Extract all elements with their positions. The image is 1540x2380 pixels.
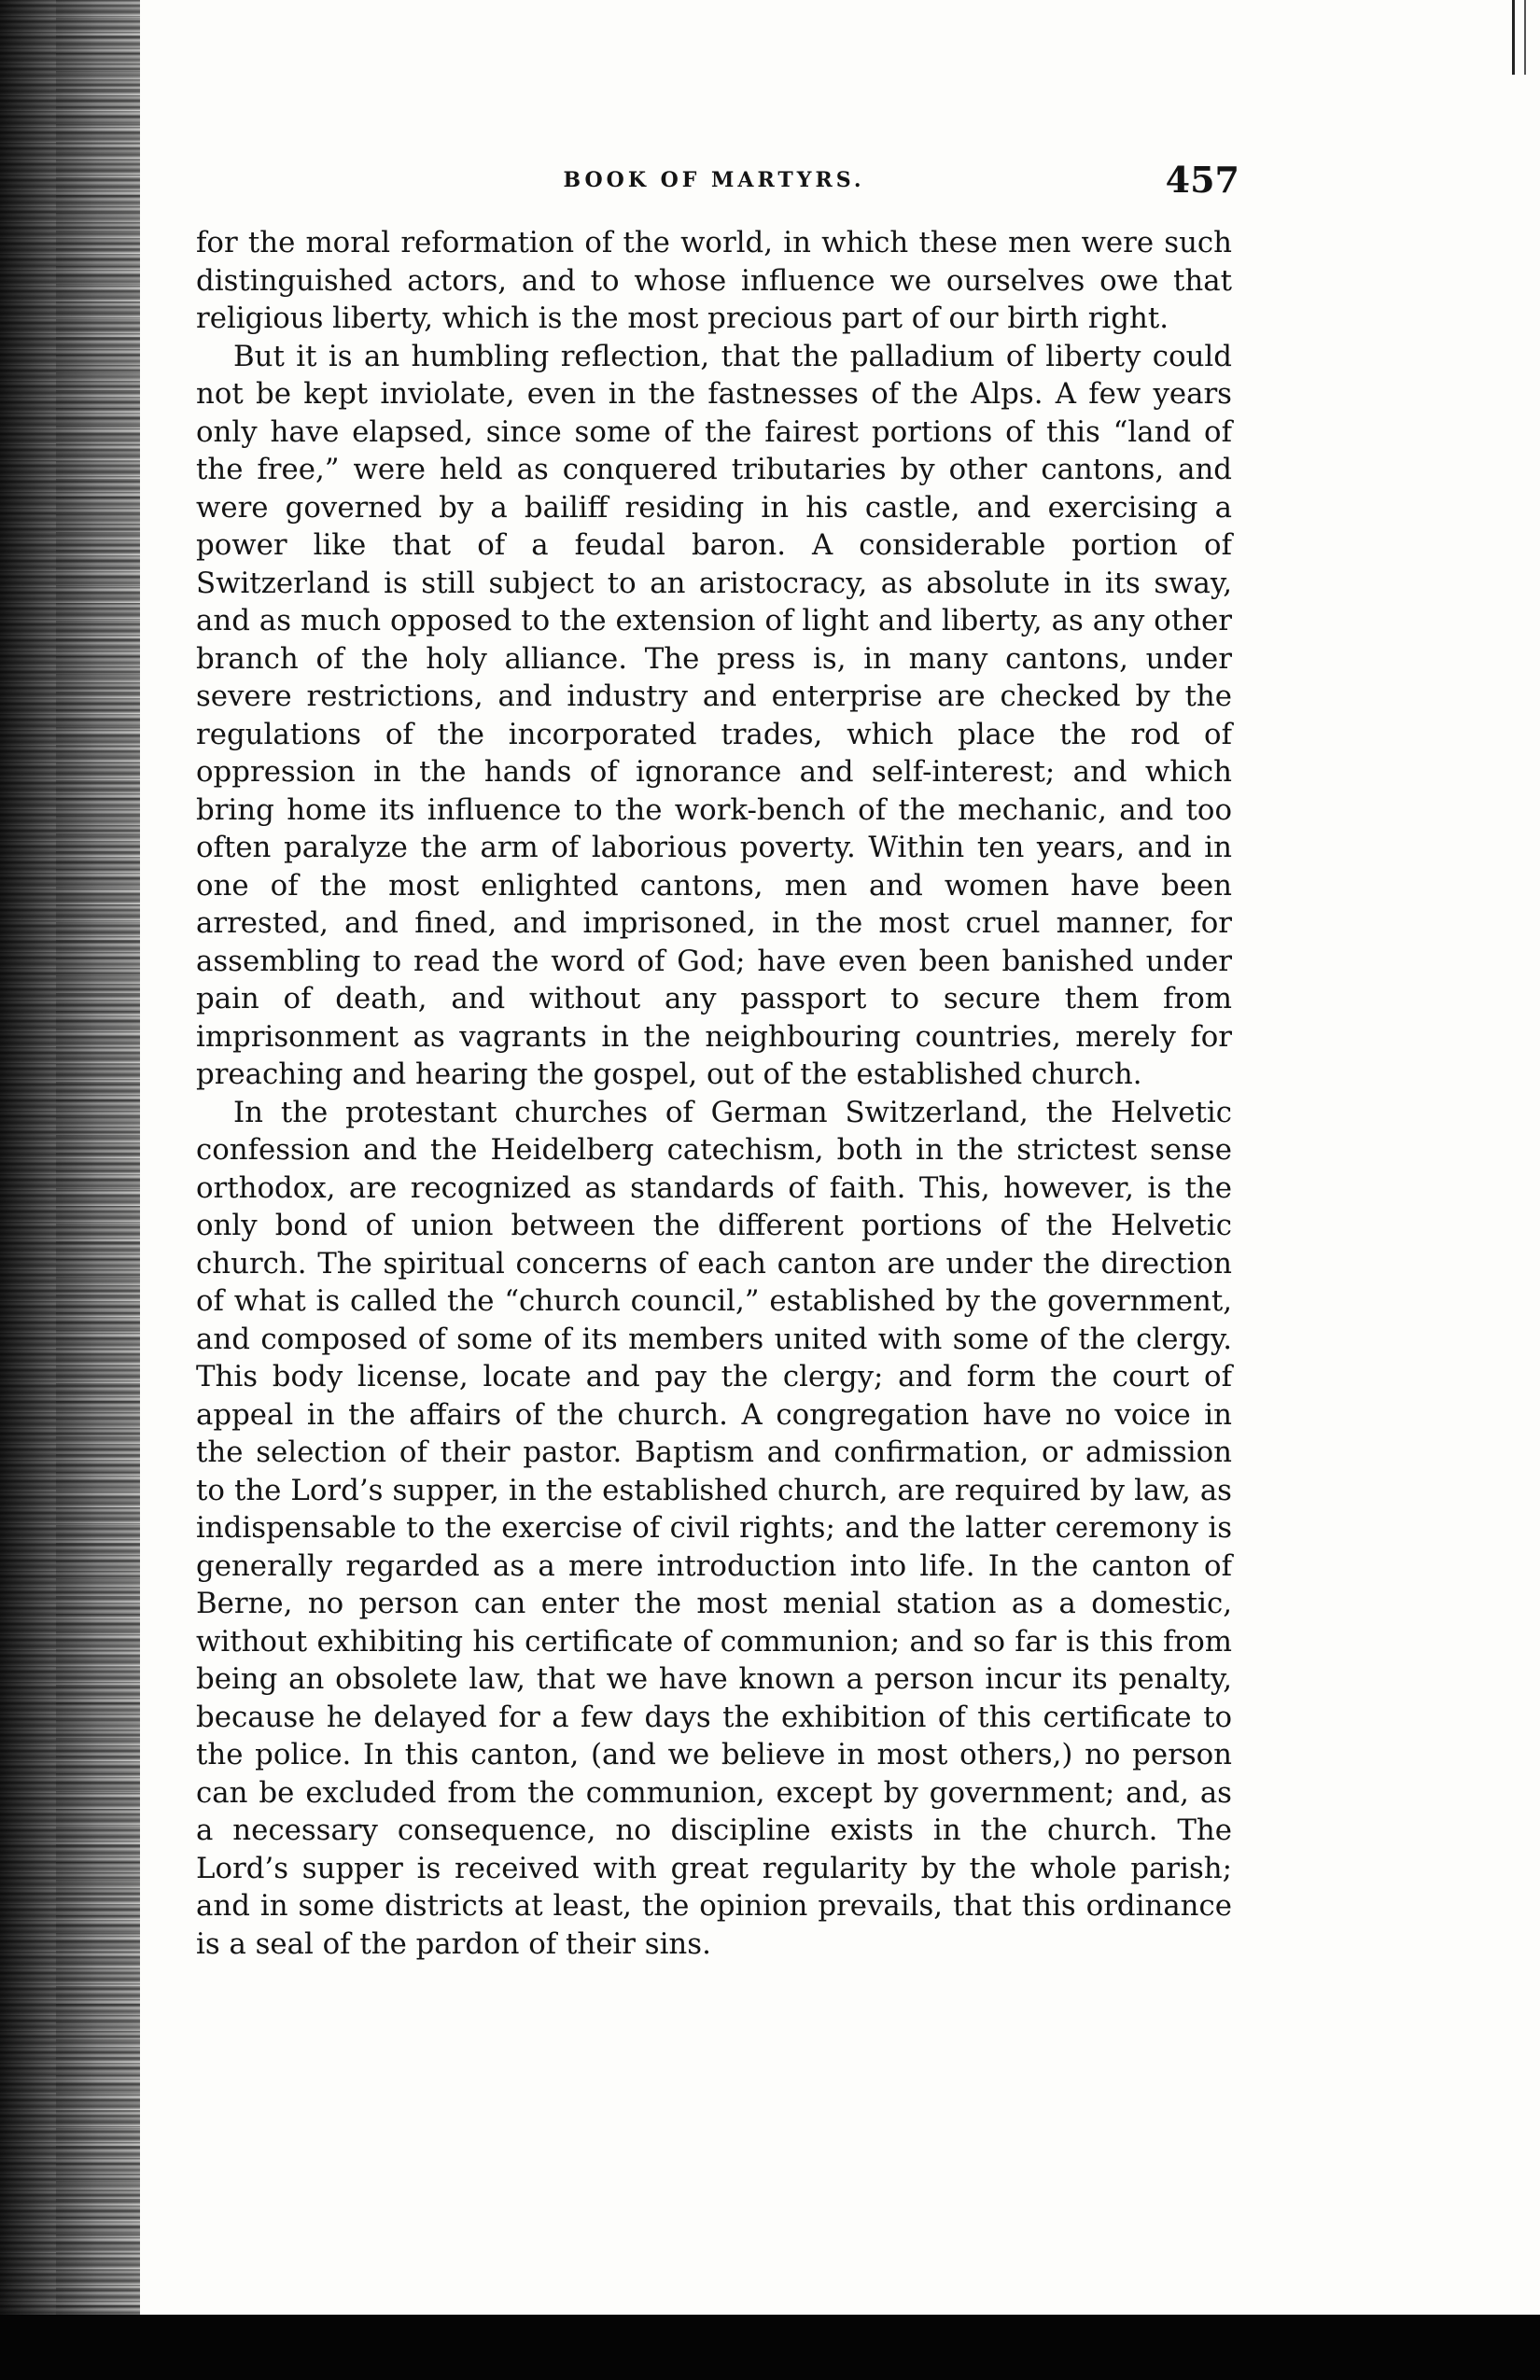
page-number: 457 xyxy=(1165,159,1239,201)
paragraph-liberty: But it is an humbling reflection, that the palladium of liberty could not be kept inviolate, even in the fastnesses of the Alps. A few years only have elapsed, since some of the fairest portions of this “land of the free,” were held as conquered tributaries by other cantons, and were governed by a bailiff residing in his castle, and exercising a power like that of a feudal baron. A considerable portion of Switzerland is still subject to an aristocracy, as absolute in its sway, and as much opposed to the extension of light and liberty, as any other branch of the holy alliance. The press is, in many cantons, under severe restrictions, and industry and enterprise are checked by the regulations of the incorporated trades, which place the rod of oppression in the hands of ignorance and self-interest; and which bring home its influence to the work-bench of the mechanic, and too often paralyze the arm of laborious poverty. Within ten years, and in one of the most enlighted cantons, men and women have been arrested, and fined, and imprisoned, in the most cruel manner, for assembling to read the word of God; have even been banished under pain of death, and without any passport to secure them from imprisonment as vagrants in the neighbouring countries, merely for preaching and hearing the gospel, out of the established church. xyxy=(196,339,1232,1091)
paragraph-protestant-churches: In the protestant churches of German Switzerland, the Helvetic confession and the Heidelberg catechism, both in the strictest sense orthodox, are recognized as standards of faith. This, however, is the only bond of union between the different portions of the Helvetic church. The spiritual concerns of each canton are under the direction of what is called the “church council,” established by the government, and composed of some of its members united with some of the clergy. This body license, locate and pay the clergy; and form the court of appeal in the affairs of the church. A congregation have no voice in the selection of their pastor. Baptism and confirmation, or admission to the Lord’s supper, in the established church, are required by law, as indispensable to the exercise of civil rights; and the latter ceremony is generally regarded as a mere introduction into life. In the canton of Berne, no person can enter the most menial station as a domestic, without exhibiting his certificate of communion; and so far is this from being an obsolete law, that we have known a person incur its penalty, because he delayed for a few days the exhibition of this certificate to the police. In this canton, (and we believe in most others,) no person can be excluded from the communion, except by government; and, as a necessary consequence, no discipline exists in the church. The Lord’s supper is received with great regularity by the whole parish; and in some districts at least, the opinion prevails, that this ordinance is a seal of the pardon of their sins. xyxy=(196,1095,1232,1961)
scan-bottom-edge xyxy=(0,2315,1540,2380)
scan-edge-mark xyxy=(1512,0,1526,75)
binding-edge xyxy=(0,0,140,2315)
page-content xyxy=(196,159,1239,1963)
running-title: BOOK OF MARTYRS. xyxy=(563,168,865,192)
paragraph-continuation: for the moral reformation of the world, in which these men were such distinguished actors, and to whose influence we ourselves owe that religious liberty, which is the most precious part of our birth right. xyxy=(196,226,1232,335)
running-head xyxy=(196,159,1239,224)
